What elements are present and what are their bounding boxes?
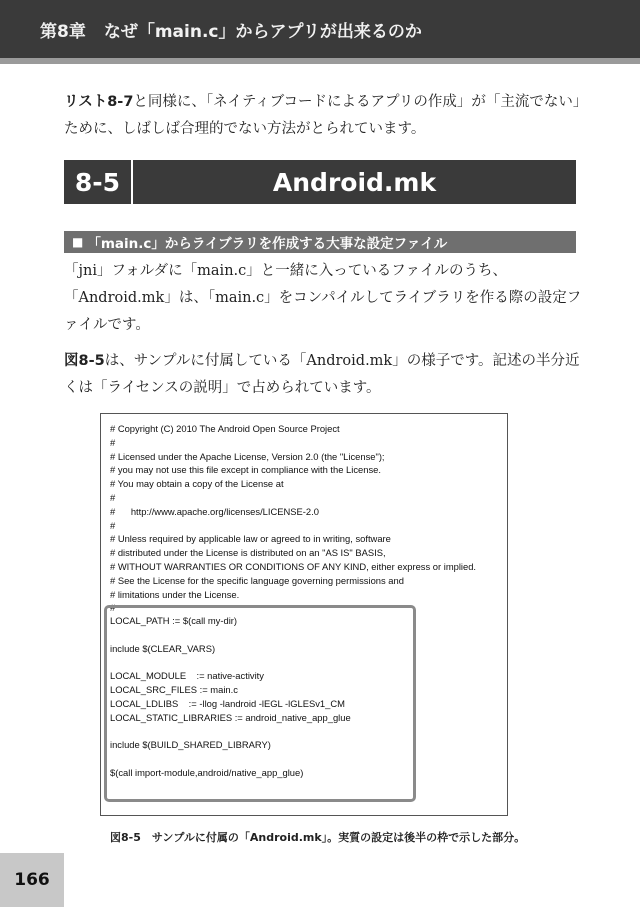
header-accent-line [0, 58, 640, 64]
listing-reference: リスト8-7 [64, 94, 134, 110]
square-bullet-icon: ■ [72, 235, 84, 249]
section-title: Android.mk [133, 160, 576, 204]
figure-caption: 図8-5 サンプルに付属の「Android.mk」。実質の設定は後半の枠で示した部分。 [110, 831, 526, 844]
intro-text: と同様に、「ネイティブコードによるアプリの作成」が「主流でない」ために、しばしば合理的でない方法がとられています。 [64, 94, 581, 137]
license-comment-block: # Copyright (C) 2010 The Android Open Source Project # # Licensed under the Apache License, Version 2.0 (the "License"); # you may not use this file except in compliance with the License. # You may obtain a copy of the License at # # http://www.apache.org/licenses/LICENSE-2.0 # # Unless required by applicable law or agreed to in writing, software # distributed under the License is distributed on an "AS IS" BASIS, # WITHOUT WARRANTIES OR CONDITIONS OF ANY KIND, either express or implied. # See the License for the specific language governing permissions and # limitations under the License. # [110, 423, 477, 614]
body-paragraph-1-text: 「jni」フォルダに「main.c」と一緒に入っているファイルのうち、「Android.mk」は、「main.c」をコンパイルしてライブラリを作る際の設定ファイルです。 [64, 263, 582, 333]
subheading [64, 231, 576, 253]
intro-paragraph [64, 89, 584, 143]
body-paragraph-2-text: は、サンプルに付属している「Android.mk」の様子です。記述の半分近くは「ライセンスの説明」で占められています。 [64, 353, 580, 396]
build-settings-block: LOCAL_PATH := $(call my-dir) include $(CLEAR_VARS) LOCAL_MODULE := native-activity LOCAL_SRC_FILES := main.c LOCAL_LDLIBS := -llog -landroid -lEGL -lGLESv1_CM LOCAL_STATIC_LIBRARIES := android_native_app_glue include $(BUILD_SHARED_LIBRARY) $(call import-module,android/native_app_glue) [110, 615, 351, 778]
body-paragraph-1 [64, 258, 584, 339]
page-number: 166 [0, 853, 64, 907]
section-number: 8-5 [64, 160, 131, 204]
chapter-number: 第8章 [40, 22, 86, 42]
body-paragraph-2 [64, 348, 584, 402]
chapter-title: なぜ「main.c」からアプリが出来るのか [103, 22, 422, 42]
running-header [40, 17, 422, 43]
figure-reference: 図8-5 [64, 353, 105, 369]
subheading-text: 「main.c」からライブラリを作成する大事な設定ファイル [87, 236, 448, 252]
